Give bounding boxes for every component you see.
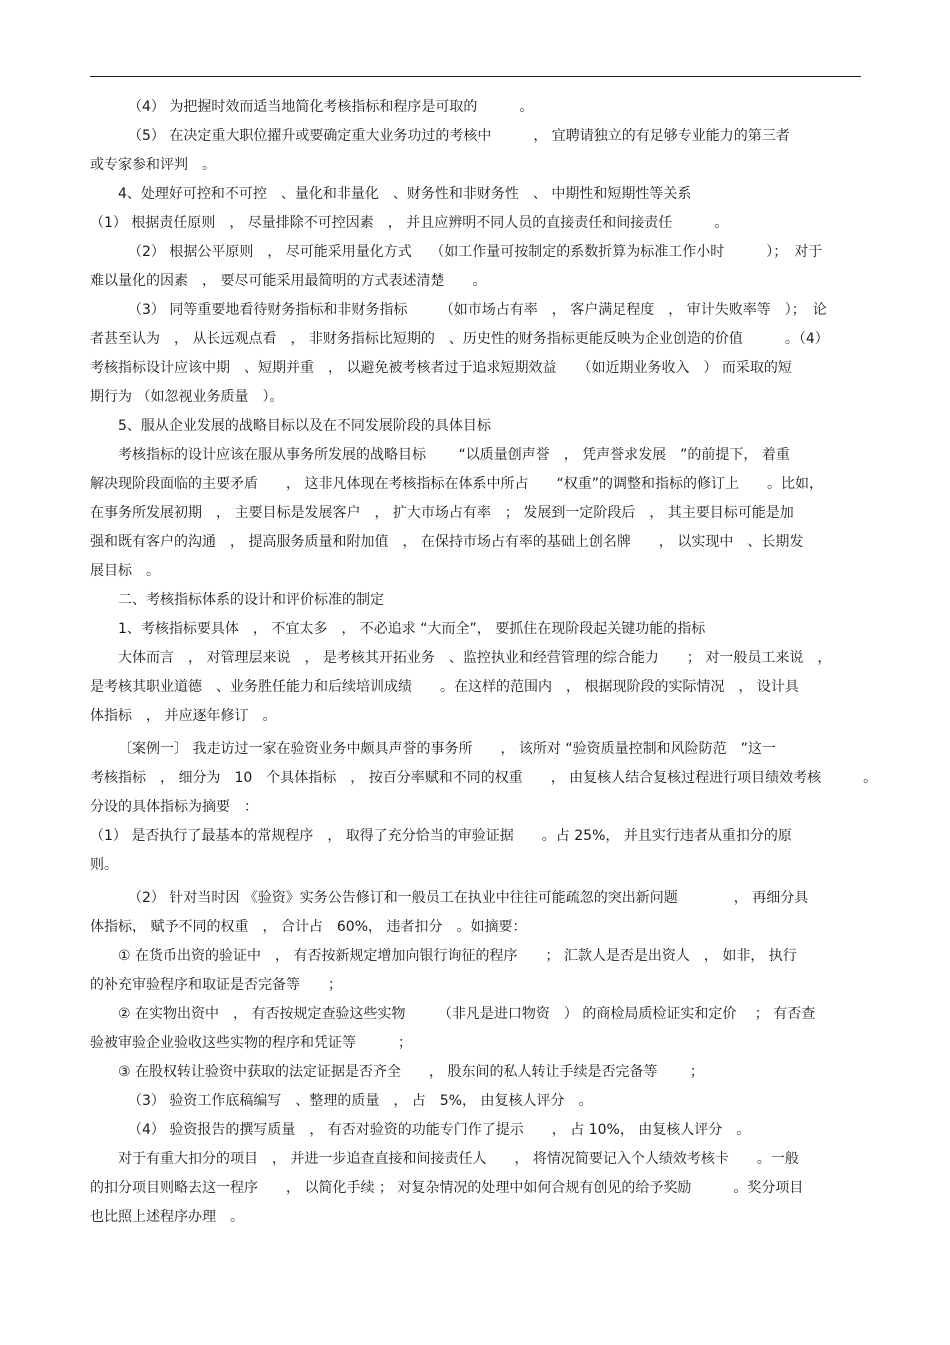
text-line: 验被审验企业验收这些实物的程序和凭证等 ；: [90, 1035, 412, 1051]
text-line: 难以量化的因素 ， 要尽可能采用最简明的方式表述清楚 。: [90, 273, 487, 289]
text-line: 解决现阶段面临的主要矛盾 ， 这非凡体现在考核指标在体系中所占 “权重”的调整和指标的修订上 。比如，: [90, 476, 823, 492]
text-line: 是考核其职业道德 、业务胜任能力和后续培训成绩 。在这样的范围内 ， 根据现阶段的实际情况 ， 设计具: [90, 679, 799, 695]
text-line: 二、考核指标体系的设计和评价标准的制定: [118, 592, 384, 608]
text-line: 分设的具体指标为摘要 ：: [90, 799, 258, 815]
text-line: 体指标 ， 并应逐年修订 。: [90, 708, 277, 724]
text-line: （4） 为把握时效而适当地简化考核指标和程序是可取的 。: [128, 99, 534, 115]
text-line: 期行为 （如忽视业务质量 ）。: [90, 389, 284, 405]
document-body: [90, 93, 878, 1232]
text-line: 强和既有客户的沟通 ， 提高服务质量和附加值 ， 在保持市场占有率的基础上创名牌 ， 以实现中 、长期发: [90, 534, 804, 550]
text-line: ③ 在股权转让验资中获取的法定证据是否齐全 ， 股东间的私人转让手续是否完备等 ；: [118, 1064, 704, 1080]
text-line: ① 在货币出资的验证中 ， 有否按新规定增加向银行询征的程序 ； 汇款人是否是出资人 ， 如非， 执行: [118, 948, 797, 964]
text-line: （2） 针对当时因 《验资》实务公告修订和一般员工在执业中往往可能疏忽的突出新问题 ， 再细分具: [128, 890, 809, 906]
text-line: 4、处理好可控和不可控 、量化和非量化 、财务性和非财务性 、 中期性和短期性等关系: [118, 186, 692, 202]
text-line: 5、服从企业发展的战略目标以及在不同发展阶段的具体目标: [118, 418, 491, 434]
text-line: 展目标 。: [90, 563, 160, 579]
text-line: 的扣分项目则略去这一程序 ， 以简化手续 ； 对复杂情况的处理中如何合规有创见的给予奖励 。奖分项目: [90, 1180, 804, 1196]
text-line: （1） 根据责任原则 ， 尽量排除不可控因素 ， 并且应辨明不同人员的直接责任和间接责任 。: [90, 215, 729, 231]
text-line: 考核指标的设计应该在服从事务所发展的战略目标 “以质量创声誉 ， 凭声誉求发展 ”的前提下， 着重: [118, 447, 790, 463]
text-line: 者甚至认为 ， 从长远观点看 ， 非财务指标比短期的 、历史性的财务指标更能反映为企业创造的价值 。（4）: [90, 331, 829, 347]
text-line: （4） 验资报告的撰写质量 ， 有否对验资的功能专门作了提示 ， 占 10%， 由复核人评分 。: [128, 1122, 751, 1138]
text-line: 对于有重大扣分的项目 ， 并进一步追查直接和间接责任人 ， 将情况简要记入个人绩效考核卡 。一般: [118, 1151, 799, 1167]
text-line: 〔案例一〕 我走访过一家在验资业务中颇具声誉的事务所 ， 该所对 “验资质量控制和风险防范 ”这一: [118, 741, 776, 757]
text-line: （5） 在决定重大职位擢升或要确定重大业务功过的考核中 ， 宜聘请独立的有足够专业能力的第三者: [128, 128, 790, 144]
text-line: 1、考核指标要具体 ， 不宜太多 ， 不必追求 “大而全”， 要抓住在现阶段起关键功能的指标: [118, 621, 706, 637]
text-line: ② 在实物出资中 ， 有否按规定查验这些实物 （非凡是进口物资 ） 的商检局质检证实和定价 ； 有否查: [118, 1006, 816, 1022]
text-line: 在事务所发展初期 ， 主要目标是发展客户 ， 扩大市场占有率 ； 发展到一定阶段后 ， 其主要目标可能是加: [90, 505, 794, 521]
text-line: （2） 根据公平原则 ， 尽可能采用量化方式 （如工作量可按制定的系数折算为标准工作小时 ）； 对于: [128, 244, 823, 260]
text-line: （3） 验资工作底稿编写 、整理的质量 ， 占 5%， 由复核人评分 。: [128, 1093, 593, 1109]
text-line: 大体而言 ， 对管理层来说 ， 是考核其开拓业务 、监控执业和经营管理的综合能力 ； 对一般员工来说 ，: [118, 650, 832, 666]
text-line: 或专家参和评判 。: [90, 157, 216, 173]
header-rule: [90, 76, 861, 77]
text-line: 考核指标设计应该中期 、短期并重 ， 以避免被考核者过于追求短期效益 （如近期业务收入 ） 而采取的短: [90, 360, 792, 376]
text-line: 体指标， 赋予不同的权重 ， 合计占 60%， 违者扣分 。如摘要：: [90, 919, 527, 935]
text-line: 考核指标 ， 细分为 10 个具体指标 ， 按百分率赋和不同的权重 ， 由复核人结合复核过程进行项目绩效考核 。: [90, 770, 878, 786]
text-line: （1） 是否执行了最基本的常规程序 ， 取得了充分恰当的审验证据 。占 25%， 并且实行违者从重扣分的原: [90, 828, 792, 844]
text-line: （3） 同等重要地看待财务指标和非财务指标 （如市场占有率 ， 客户满足程度 ， 审计失败率等 ）； 论: [128, 302, 827, 318]
text-line: 则。: [90, 857, 118, 873]
text-line: 也比照上述程序办理 。: [90, 1209, 244, 1225]
text-line: 的补充审验程序和取证是否完备等 ；: [90, 977, 342, 993]
